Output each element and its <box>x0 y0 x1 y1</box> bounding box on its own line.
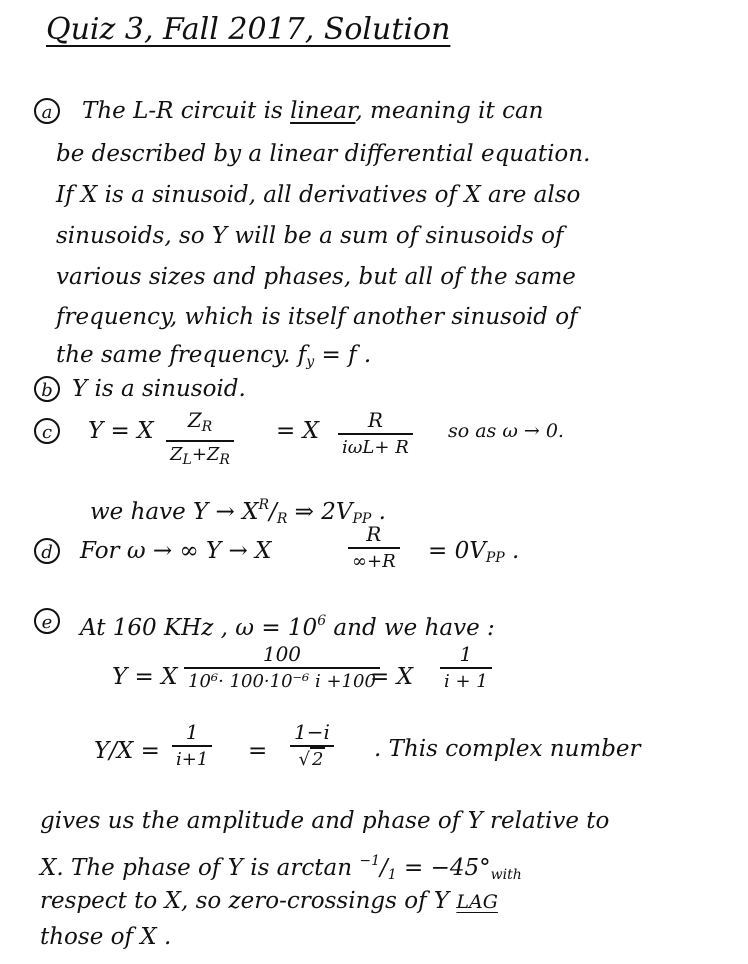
part-c-zr-den-subscript: R <box>219 452 230 468</box>
part-e-equals: = <box>248 738 268 764</box>
part-e-arctan-text: X. The phase of Y is arctan <box>40 855 360 881</box>
part-e-equals-x: = X <box>370 664 413 690</box>
part-c-vpp-subscript: PP <box>352 511 372 527</box>
part-a-line-3: If X is a sinusoid, all derivatives of X are also <box>56 182 581 208</box>
part-c-fraction-1-bar <box>166 440 234 442</box>
part-e-fraction-1-bar <box>184 667 380 669</box>
part-e-phase-value: = −45° <box>396 855 491 881</box>
part-c-zr-subscript: R <box>201 419 213 435</box>
part-e-sqrt-sign: √ <box>298 749 310 770</box>
part-c-equals-x: = X <box>276 418 319 444</box>
part-a-line-1 <box>82 96 543 126</box>
part-c-limit-note: so as ω → 0. <box>448 420 564 442</box>
part-e-arctan-slash: / <box>380 855 388 881</box>
part-e-zero-crossings-text: respect to X, so zero-crossings of Y <box>40 888 457 914</box>
part-d-fraction-bar <box>348 547 400 549</box>
part-a-line-1-end: , meaning it can <box>355 98 544 124</box>
part-e-fraction-3-denominator: i+1 <box>176 749 209 770</box>
part-e-fraction-4-numerator: 1−i <box>294 720 330 744</box>
part-e-fraction-2-numerator: 1 <box>459 642 473 666</box>
part-a-linear-word: linear <box>290 98 356 124</box>
part-e-line-1 <box>80 606 495 643</box>
part-e-fraction-2 <box>440 642 492 693</box>
part-c-zl-symbol: Z <box>170 444 183 465</box>
part-c-label: c <box>34 418 60 444</box>
part-a-line-1-start: The L-R circuit is <box>82 98 291 124</box>
part-e-fraction-3 <box>172 720 212 771</box>
part-c-zr-symbol: Z <box>187 408 202 432</box>
part-c-zl-subscript: L <box>182 452 192 468</box>
part-e-lag-word: LAG <box>456 891 498 913</box>
part-e-label: e <box>34 608 60 634</box>
part-d-fraction-numerator: R <box>366 522 382 546</box>
page-title: Quiz 3, Fall 2017, Solution <box>46 12 451 47</box>
part-a-fy-subscript: y <box>306 354 315 370</box>
part-c-result: ⇒ 2V <box>287 499 353 525</box>
part-a-line-7-end: = f . <box>314 342 372 368</box>
part-e-with-word: with <box>490 867 522 883</box>
part-c-fraction-2-denominator: iωL+ R <box>342 437 409 458</box>
part-a-line-5: various sizes and phases, but all of the same <box>56 264 576 290</box>
part-a-line-6: frequency, which is itself another sinusoid of <box>56 304 578 330</box>
part-e-line-5: gives us the amplitude and phase of Y relative to <box>40 808 610 834</box>
part-a-line-7 <box>56 340 371 377</box>
part-c-fraction-1-numerator <box>184 408 216 439</box>
part-d-vpp-subscript: PP <box>485 550 505 566</box>
part-e-fraction-1 <box>184 642 380 693</box>
part-e-arctan-numerator: −1 <box>359 853 380 869</box>
part-c-ratio-denominator: R <box>276 511 288 527</box>
part-e-and-we-have: and we have : <box>326 615 495 641</box>
part-e-fraction-1-denominator: 10⁶· 100·10⁻⁶ i +100 <box>188 671 376 692</box>
part-c-lhs: Y = X <box>88 418 154 444</box>
part-e-fraction-2-bar <box>440 667 492 669</box>
part-e-fraction-1-numerator: 100 <box>262 642 302 666</box>
part-e-y-over-x: Y/X = <box>94 738 160 764</box>
part-e-sqrt-two: 2 <box>311 749 324 770</box>
part-d-fraction <box>348 522 400 573</box>
part-b-text: Y is a sinusoid. <box>72 376 246 402</box>
part-e-fraction-4 <box>290 720 334 771</box>
part-d-text: For ω → ∞ Y → X <box>80 538 272 564</box>
part-d-result <box>428 536 519 573</box>
part-c-line-2-end: . <box>371 499 386 525</box>
part-e-fraction-2-denominator: i + 1 <box>444 671 488 692</box>
part-c-fraction-2-numerator: R <box>367 408 383 432</box>
part-c-fraction-1-denominator <box>166 444 234 471</box>
part-a-label: a <box>34 98 60 124</box>
part-e-omega-exponent: 6 <box>317 613 327 629</box>
part-e-line-7 <box>40 886 498 917</box>
part-e-frequency: At 160 KHz , ω = 10 <box>80 615 318 641</box>
part-e-line-8: those of X . <box>40 924 172 950</box>
part-c-fraction-2 <box>338 408 413 459</box>
part-a-line-4: sinusoids, so Y will be a sum of sinusoids of <box>56 223 564 249</box>
part-c-line-2 <box>90 490 386 534</box>
part-e-y-equals-x: Y = X <box>112 664 178 690</box>
part-e-line-6 <box>40 846 522 890</box>
part-b-label: b <box>34 376 60 402</box>
part-d-label: d <box>34 538 60 564</box>
part-c-plus-zr: +Z <box>191 444 220 465</box>
part-e-arctan-denominator: 1 <box>387 867 397 883</box>
part-c-ratio-slash: / <box>269 499 277 525</box>
part-d-fraction-denominator: ∞+R <box>352 551 396 572</box>
part-e-fraction-4-denominator <box>294 749 329 771</box>
part-d-zero-v: = 0V <box>428 538 486 564</box>
part-e-fraction-3-numerator: 1 <box>185 720 199 744</box>
part-c-ratio-numerator: R <box>258 497 270 513</box>
part-c-we-have: we have Y → X <box>90 499 259 525</box>
part-a-line-7-text: the same frequency. f <box>56 342 307 368</box>
part-e-comment: . This complex number <box>374 736 641 762</box>
part-c-fraction-1 <box>166 408 234 471</box>
part-e-fraction-3-bar <box>172 745 212 747</box>
part-d-end: . <box>504 538 520 564</box>
part-c-fraction-2-bar <box>338 433 413 435</box>
part-a-line-2: be described by a linear differential equation. <box>56 141 591 167</box>
